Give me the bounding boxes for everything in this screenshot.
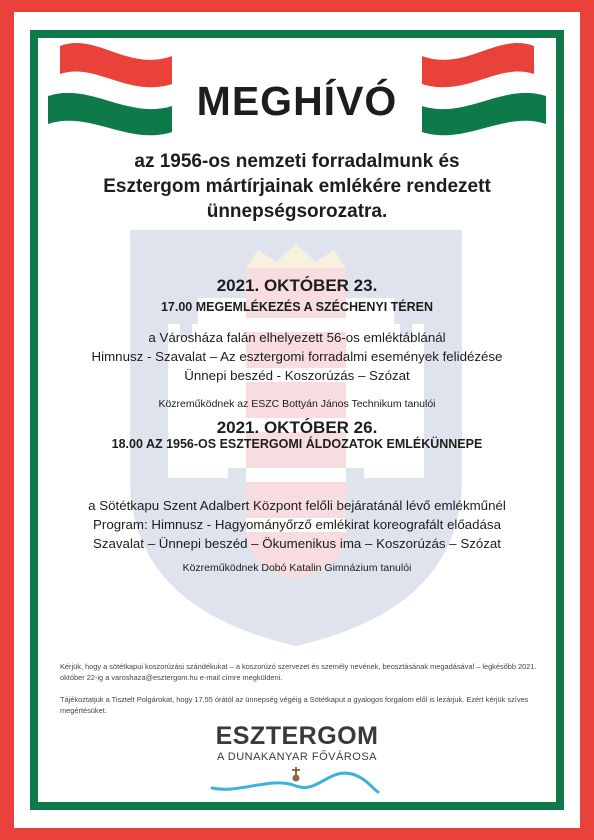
event-program — [36, 328, 558, 385]
event-program — [36, 496, 558, 553]
closure-note: Tájékoztatjuk a Tisztelt Polgárokat, hogy 17.55 órától az ünnepség végéig a Sötétkaput a gyalogos forgalom elől is lezárjuk. Ezért kérjük szíves megértésüket. — [60, 695, 529, 715]
city-logo-tagline: A DUNAKANYAR FŐVÁROSA — [216, 751, 378, 763]
subtitle-line: Esztergom mártírjainak emlékére rendezett — [103, 176, 491, 197]
city-logo-name: ESZTERGOM — [215, 722, 379, 750]
event-credit: Közreműködnek Dobó Katalin Gimnázium tanulói — [182, 562, 412, 574]
subtitle-line: az 1956-os nemzeti forradalmunk és — [134, 151, 460, 172]
event-date: 2021. OKTÓBER 26. — [216, 418, 378, 437]
event-title: 18.00 AZ 1956-OS ESZTERGOMI ÁLDOZATOK EMLÉKÜNNEPE — [111, 437, 483, 451]
subtitle-line: ünnepségsorozatra. — [206, 201, 388, 222]
registration-note: Kérjük, hogy a sötétkapui koszorúzási szándékukat – a koszorúzó szervezet és személy nevének, beosztásának megadásával – legkésőbb 2021. október 22-ig a varoshaza@esztergom.hu e-mail címre megküldeni. — [60, 662, 537, 682]
program-line: Ünnepi beszéd - Koszorúzás – Szózat — [184, 368, 410, 383]
program-line: Himnusz - Szavalat – Az esztergomi forradalmi események felidézése — [91, 349, 503, 364]
program-line: Szavalat – Ünnepi beszéd – Ökumenikus ima – Koszorúzás – Szózat — [93, 536, 501, 551]
event-title: 17.00 MEGEMLÉKEZÉS A SZÉCHENYI TÉREN — [160, 300, 434, 314]
page-title: MEGHÍVÓ — [196, 78, 398, 124]
danube-river-icon — [210, 764, 380, 800]
program-line: a Városháza falán elhelyezett 56-os emléktáblánál — [148, 330, 446, 345]
invitation-subtitle — [60, 149, 534, 224]
event-credit: Közreműködnek az ESZC Bottyán János Technikum tanulói — [158, 398, 436, 410]
program-line: a Sötétkapu Szent Adalbert Központ felőli bejáratánál lévő emlékműnél — [88, 498, 506, 513]
event-date: 2021. OKTÓBER 23. — [216, 276, 378, 295]
program-line: Program: Himnusz - Hagyományőrző emlékirat koreografált előadása — [93, 517, 501, 532]
